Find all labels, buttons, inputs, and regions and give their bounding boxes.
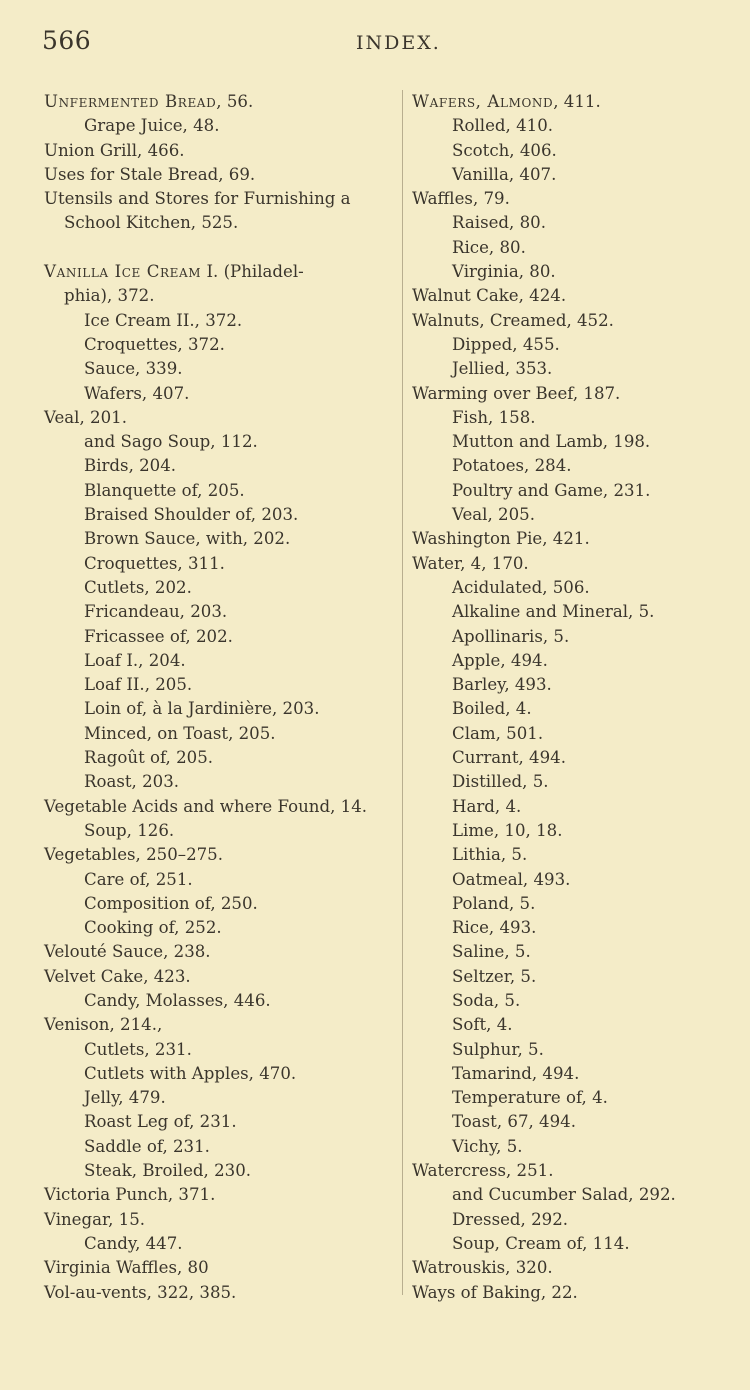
index-entry: Vegetable Acids and where Found, 14. (44, 796, 368, 816)
index-subentry: Poland, 5. (452, 893, 536, 913)
index-entry: Union Grill, 466. (44, 140, 185, 160)
index-subentry: Candy, Molasses, 446. (84, 990, 271, 1010)
index-subentry: Roast Leg of, 231. (84, 1112, 237, 1132)
index-subentry: Toast, 67, 494. (452, 1112, 577, 1132)
index-subentry: Veal, 205. (452, 505, 535, 525)
index-entry: Vol-au-vents, 322, 385. (44, 1282, 237, 1302)
index-subentry: Roast, 203. (84, 772, 180, 792)
index-subentry: Potatoes, 284. (452, 456, 572, 476)
index-entry: Vegetables, 250–275. (44, 845, 224, 865)
index-subentry: Croquettes, 311. (84, 553, 225, 573)
index-subentry: Brown Sauce, with, 202. (84, 529, 291, 549)
index-subentry: Dipped, 455. (452, 334, 560, 354)
index-subentry: Alkaline and Mineral, 5. (452, 602, 655, 622)
index-subentry: Braised Shoulder of, 203. (84, 505, 299, 525)
index-subentry: Sauce, 339. (84, 359, 183, 379)
index-entry-continuation: phia), 372. (64, 286, 155, 306)
index-subentry: Apple, 494. (452, 650, 548, 670)
index-subentry: Virginia, 80. (452, 262, 556, 282)
index-subentry: Birds, 204. (84, 456, 177, 476)
index-subentry: Sulphur, 5. (452, 1039, 544, 1059)
index-subentry: Loaf I., 204. (84, 650, 186, 670)
index-entry: Utensils and Stores for Furnishing a (44, 189, 351, 209)
index-subentry: Tamarind, 494. (452, 1063, 580, 1083)
index-subentry: Loin of, à la Jardinière, 203. (84, 699, 320, 719)
index-subentry: Cutlets with Apples, 470. (84, 1063, 297, 1083)
index-subentry: Saline, 5. (452, 942, 531, 962)
index-subentry: Jelly, 479. (84, 1088, 166, 1108)
index-entry: Watrouskis, 320. (412, 1258, 553, 1278)
index-subentry: Vanilla, 407. (452, 164, 557, 184)
index-subentry: Clam, 501. (452, 723, 544, 743)
index-subentry: Soft, 4. (452, 1015, 513, 1035)
index-entry (412, 90, 732, 114)
index-column-right (412, 90, 732, 1305)
index-subentry: Wafers, 407. (84, 383, 190, 403)
index-subentry: Acidulated, 506. (452, 577, 590, 597)
page-title: INDEX. (356, 32, 441, 54)
index-subentry: and Sago Soup, 112. (84, 432, 258, 452)
index-heading-pages: , 411. (553, 92, 601, 111)
index-subentry: Saddle of, 231. (84, 1136, 210, 1156)
index-subentry: Lime, 10, 18. (452, 820, 563, 840)
index-subentry: Poultry and Game, 231. (452, 480, 651, 500)
index-subentry: Vichy, 5. (452, 1136, 523, 1156)
index-subentry: Ragoût of, 205. (84, 748, 214, 768)
index-subentry: Fish, 158. (452, 407, 536, 427)
index-subentry: Ice Cream II., 372. (84, 310, 243, 330)
index-subentry: Composition of, 250. (84, 893, 258, 913)
index-subentry: Currant, 494. (452, 748, 566, 768)
index-entry: Venison, 214., (44, 1015, 163, 1035)
index-subentry: Scotch, 406. (452, 140, 557, 160)
index-entry: Ways of Baking, 22. (412, 1282, 578, 1302)
index-entry: Washington Pie, 421. (412, 529, 590, 549)
column-divider (402, 90, 403, 1295)
index-entry: Victoria Punch, 371. (44, 1185, 216, 1205)
index-entry: Virginia Waffles, 80 (44, 1258, 209, 1278)
index-entry (44, 90, 404, 114)
page-number: 566 (42, 26, 92, 55)
index-subentry: Fricassee of, 202. (84, 626, 233, 646)
index-entry: Water, 4, 170. (412, 553, 529, 573)
index-heading-term: Wafers, Almond (412, 92, 554, 111)
index-entry: Veal, 201. (44, 407, 127, 427)
index-subentry: Soup, Cream of, 114. (452, 1233, 630, 1253)
index-entry: Walnut Cake, 424. (412, 286, 567, 306)
index-entry (44, 260, 404, 284)
index-subentry: Distilled, 5. (452, 772, 549, 792)
index-subentry: Rolled, 410. (452, 116, 554, 136)
index-subentry: Steak, Broiled, 230. (84, 1161, 252, 1181)
index-subentry: and Cucumber Salad, 292. (452, 1185, 676, 1205)
index-entry-continuation: School Kitchen, 525. (64, 213, 239, 233)
index-entry: Velvet Cake, 423. (44, 966, 191, 986)
index-subentry: Soda, 5. (452, 990, 521, 1010)
index-subentry: Cutlets, 231. (84, 1039, 192, 1059)
index-subentry: Blanquette of, 205. (84, 480, 245, 500)
index-subentry: Barley, 493. (452, 675, 552, 695)
index-subentry: Seltzer, 5. (452, 966, 537, 986)
index-column-left (44, 90, 404, 1305)
index-entry: Uses for Stale Bread, 69. (44, 164, 256, 184)
index-heading-pages: , 56. (216, 92, 254, 111)
index-entry: Watercress, 251. (412, 1161, 554, 1181)
index-subentry: Soup, 126. (84, 820, 175, 840)
index-entry: Warming over Beef, 187. (412, 383, 621, 403)
index-subentry: Hard, 4. (452, 796, 522, 816)
index-subentry: Cooking of, 252. (84, 918, 222, 938)
index-subentry: Cutlets, 202. (84, 577, 192, 597)
index-subentry: Apollinaris, 5. (452, 626, 570, 646)
index-heading-pages: I. (Philadel- (201, 262, 304, 282)
index-subentry: Croquettes, 372. (84, 334, 225, 354)
index-subentry: Dressed, 292. (452, 1209, 569, 1229)
index-subentry: Raised, 80. (452, 213, 546, 233)
index-subentry: Jellied, 353. (452, 359, 553, 379)
index-subentry: Oatmeal, 493. (452, 869, 571, 889)
index-entry: Waffles, 79. (412, 189, 510, 209)
index-subentry: Fricandeau, 203. (84, 602, 228, 622)
index-subentry: Rice, 493. (452, 918, 537, 938)
index-subentry: Lithia, 5. (452, 845, 528, 865)
index-subentry: Loaf II., 205. (84, 675, 193, 695)
index-entry: Walnuts, Creamed, 452. (412, 310, 614, 330)
index-subentry: Minced, on Toast, 205. (84, 723, 276, 743)
index-heading-term: Vanilla Ice Cream (44, 262, 202, 282)
index-subentry: Care of, 251. (84, 869, 193, 889)
index-heading-term: Unfermented Bread (44, 92, 217, 111)
index-subentry: Candy, 447. (84, 1233, 183, 1253)
index-subentry: Grape Juice, 48. (84, 116, 220, 136)
index-entry: Vinegar, 15. (44, 1209, 146, 1229)
index-subentry: Boiled, 4. (452, 699, 532, 719)
index-subentry: Mutton and Lamb, 198. (452, 432, 651, 452)
index-entry: Velouté Sauce, 238. (44, 942, 211, 962)
index-subentry: Temperature of, 4. (452, 1088, 608, 1108)
index-subentry: Rice, 80. (452, 237, 526, 257)
